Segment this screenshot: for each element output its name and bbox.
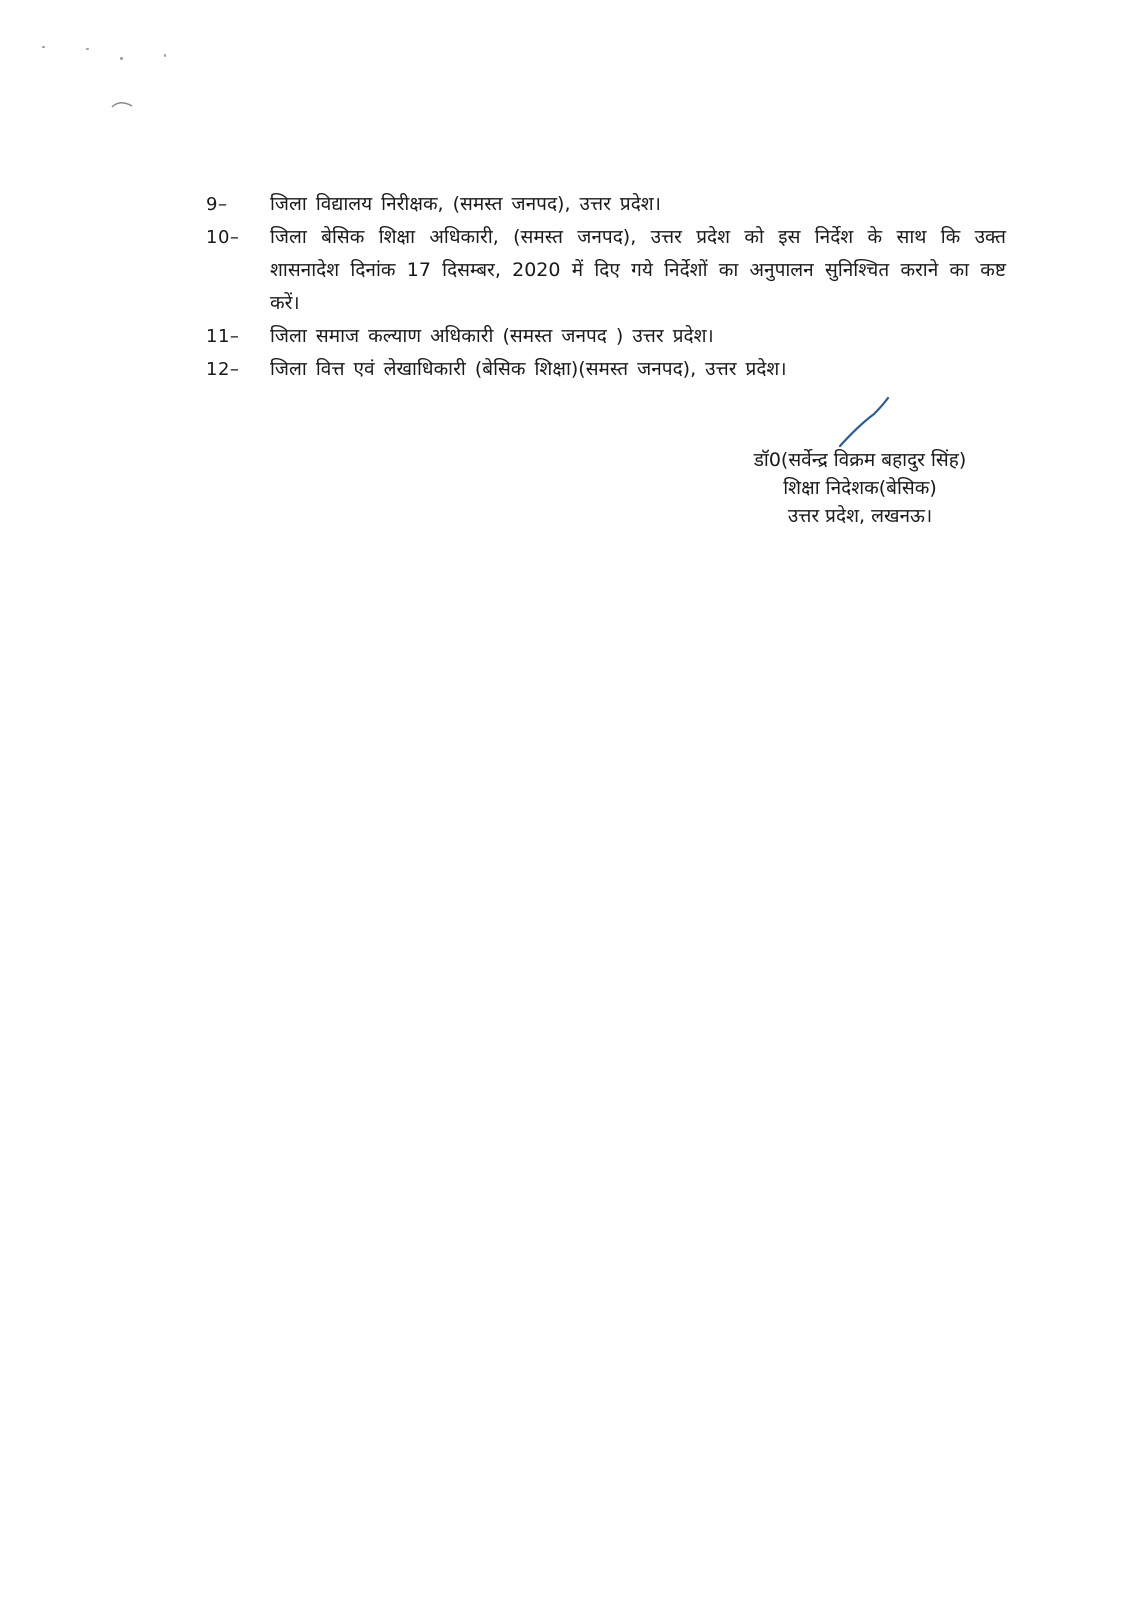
list-item	[206, 320, 1006, 353]
scan-speck	[164, 54, 166, 57]
item-text: जिला विद्यालय निरीक्षक, (समस्त जनपद), उत्तर प्रदेश।	[270, 193, 661, 215]
list-item	[206, 221, 1006, 320]
scan-speck	[86, 48, 89, 50]
scan-speck	[42, 46, 45, 48]
item-number: 12–	[206, 359, 240, 380]
item-number: 11–	[206, 326, 240, 347]
signatory-location: उत्तर प्रदेश, लखनऊ।	[787, 505, 933, 527]
signature-block	[700, 446, 1020, 530]
signature-stroke	[836, 394, 896, 450]
list-item	[206, 188, 1006, 221]
scan-mark	[110, 98, 136, 110]
item-text: जिला वित्त एवं लेखाधिकारी (बेसिक शिक्षा)(समस्त जनपद), उत्तर प्रदेश।	[270, 358, 787, 380]
item-number: 10–	[206, 227, 240, 248]
signatory-name: डॉ0(सर्वेन्द्र विक्रम बहादुर सिंह)	[753, 449, 967, 471]
item-number: 9–	[206, 194, 228, 215]
item-text: जिला बेसिक शिक्षा अधिकारी, (समस्त जनपद), उत्तर प्रदेश को इस निर्देश के साथ कि उक्त शासनादेश दिनांक 17 दिसम्बर, 2020 में दिए गये निर्देशों का अनुपालन सुनिश्चित कराने का कष्ट करें।	[270, 226, 1006, 314]
item-text: जिला समाज कल्याण अधिकारी (समस्त जनपद ) उत्तर प्रदेश।	[270, 325, 714, 347]
signatory-designation: शिक्षा निदेशक(बेसिक)	[783, 477, 937, 499]
scan-speck	[120, 57, 123, 60]
recipient-list	[206, 188, 1006, 386]
list-item	[206, 353, 1006, 386]
